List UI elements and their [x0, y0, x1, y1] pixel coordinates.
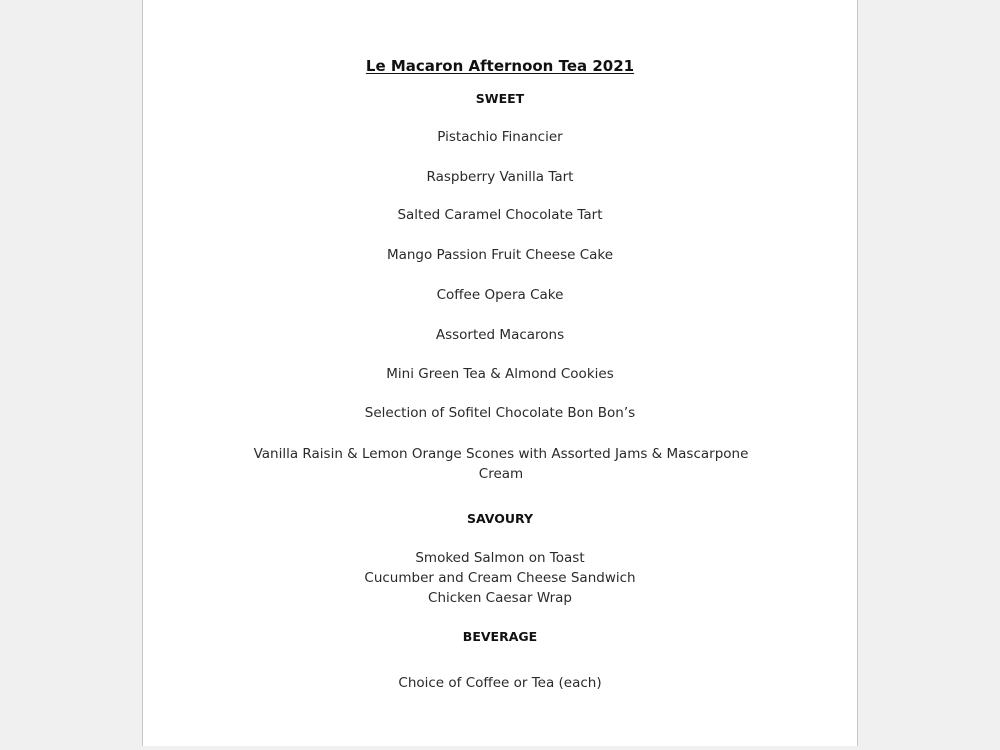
menu-item: Smoked Salmon on Toast [415, 550, 585, 566]
menu-item: Coffee Opera Cake [436, 287, 564, 303]
menu-item: Mini Green Tea & Almond Cookies [386, 366, 614, 382]
menu-item: Assorted Macarons [435, 327, 565, 343]
menu-item: Choice of Coffee or Tea (each) [398, 675, 602, 691]
section-heading-sweet: SWEET [475, 91, 525, 106]
menu-item: Chicken Caesar Wrap [428, 590, 572, 606]
menu-item: Pistachio Financier [437, 129, 563, 145]
section-heading-savoury: SAVOURY [466, 511, 534, 526]
menu-item: Selection of Sofitel Chocolate Bon Bon’s [364, 405, 636, 421]
section-heading-beverage: BEVERAGE [462, 629, 538, 644]
menu-item: Salted Caramel Chocolate Tart [397, 207, 603, 223]
document-title: Le Macaron Afternoon Tea 2021 [365, 57, 635, 75]
document-page [142, 0, 858, 746]
menu-item: Vanilla Raisin & Lemon Orange Scones with Assorted Jams & Mascarpone Cream [253, 446, 749, 482]
menu-item: Mango Passion Fruit Cheese Cake [386, 247, 614, 263]
menu-item: Cucumber and Cream Cheese Sandwich [364, 570, 636, 586]
menu-item: Raspberry Vanilla Tart [426, 169, 574, 185]
